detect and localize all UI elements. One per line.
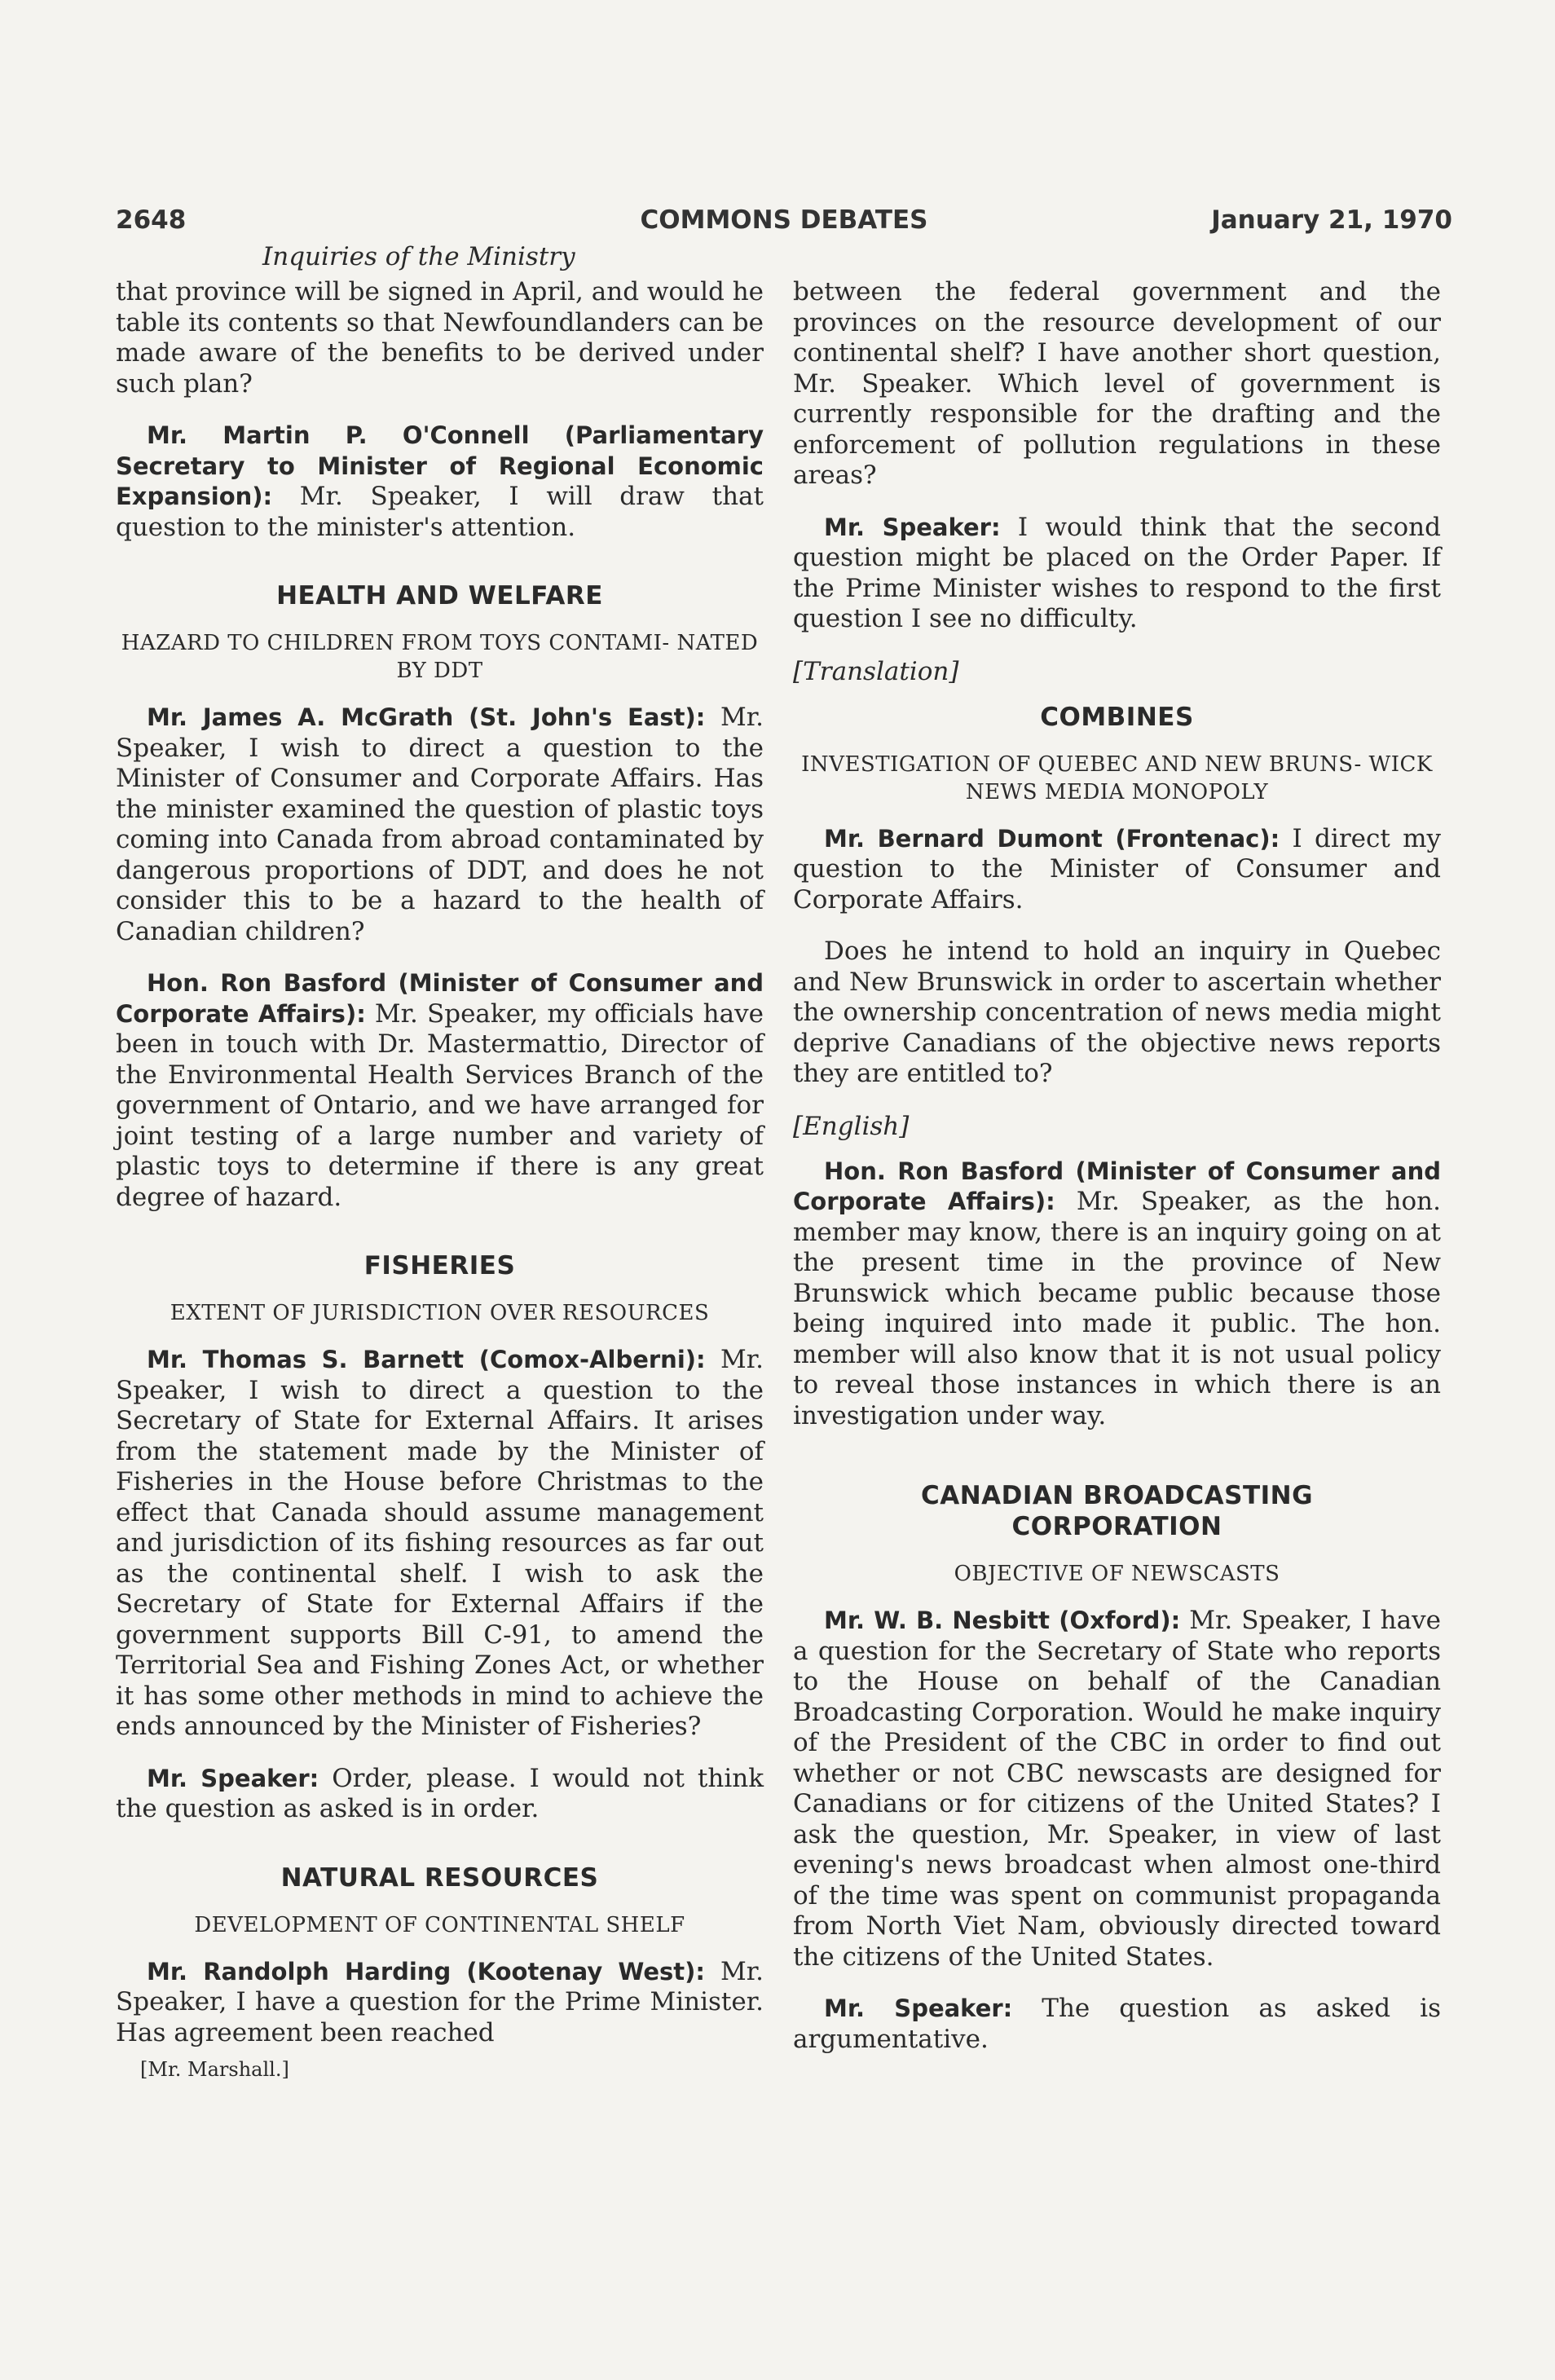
paragraph: Hon. Ron Basford (Minister of Consumer and Corporate Affairs): Mr. Speaker, as the hon. member may know, there is an inquiry going on at the present time in the province of New Brunswick which became public because those being inquired into made it public. The hon. member will also know that it is not usual policy to reveal those instances in which there is an investigation under way. bbox=[793, 1157, 1441, 1430]
section-heading: FISHERIES bbox=[363, 1251, 516, 1280]
subsection-heading: INVESTIGATION OF QUEBEC AND NEW BRUNS- WICK NEWS MEDIA MONOPOLY bbox=[801, 751, 1433, 804]
publication-date: January 21, 1970 bbox=[1211, 205, 1452, 235]
speaker-name: Mr. Martin P. O'Connell (Parliamentary Secretary to Minister of Regional Economic Expansion): bbox=[116, 421, 764, 510]
speaker-name: Mr. Speaker: bbox=[824, 1994, 1013, 2022]
paragraph: Mr. Thomas S. Barnett (Comox-Alberni): Mr. Speaker, I wish to direct a question to the Secretary of State for External Affairs. It arises from the statement made by the Minister of Fisheries in the House before Christmas to the effect that Canada should assume management and jurisdiction of its fishing resources as far out as the continental shelf. I wish to ask the Secretary of State for External Affairs if the government supports Bill C-91, to amend the Territorial Sea and Fishing Zones Act, or whether it has some other methods in mind to achieve the ends announced by the Minister of Fisheries? bbox=[116, 1345, 764, 1741]
paragraph: Mr. James A. McGrath (St. John's East): Mr. Speaker, I wish to direct a question to the Minister of Consumer and Corporate Affairs. Has the minister examined the question of plastic toys coming into Canada from abroad contaminated by dangerous proportions of DDT, and does he not consider this to be a hazard to the health of Canadian children? bbox=[116, 703, 764, 946]
speaker-name: Hon. Ron Basford (Minister of Consumer and Corporate Affairs): bbox=[116, 969, 764, 1028]
paragraph: Mr. Bernard Dumont (Frontenac): I direct my question to the Minister of Consumer and Corporate Affairs. bbox=[793, 823, 1441, 915]
subsection-heading: OBJECTIVE OF NEWSCASTS bbox=[954, 1562, 1280, 1586]
right-column bbox=[793, 241, 1441, 2076]
running-head: Inquiries of the Ministry bbox=[262, 242, 575, 271]
paragraph: Does he intend to hold an inquiry in Quebec and New Brunswick in order to ascertain whether the ownership concentration of news media might deprive Canadians of the objective news reports they are entitled to? bbox=[793, 937, 1441, 1088]
speaker-name: Mr. Thomas S. Barnett (Comox-Alberni): bbox=[147, 1346, 706, 1373]
language-marker: [English] bbox=[793, 1111, 910, 1141]
footnote: [Mr. Marshall.] bbox=[140, 2058, 289, 2081]
speaker-name: Mr. Speaker: bbox=[824, 513, 1001, 541]
document-page bbox=[116, 205, 1452, 2081]
language-marker: [Translation] bbox=[793, 656, 959, 686]
paragraph: between the federal government and the provinces on the resource development of our continental shelf? I have another short question, Mr. Speaker. Which level of government is currently responsible for the drafting and the enforcement of pollution regulations in these areas? bbox=[793, 277, 1441, 490]
paragraph: that province will be signed in April, and would he table its contents so that Newfoundlanders can be made aware of the benefits to be derived under such plan? bbox=[116, 277, 764, 399]
subsection-heading: DEVELOPMENT OF CONTINENTAL SHELF bbox=[194, 1912, 685, 1937]
speaker-name: Mr. W. B. Nesbitt (Oxford): bbox=[824, 1606, 1181, 1634]
paragraph: Mr. Speaker: The question as asked is argumentative. bbox=[793, 1994, 1441, 2054]
speaker-name: Mr. Bernard Dumont (Frontenac): bbox=[824, 824, 1280, 853]
section-heading: NATURAL RESOURCES bbox=[280, 1862, 599, 1893]
paragraph: Mr. Speaker: Order, please. I would not think the question as asked is in order. bbox=[116, 1763, 764, 1823]
page-header bbox=[116, 205, 1452, 241]
speaker-name: Mr. James A. McGrath (St. John's East): bbox=[147, 703, 706, 731]
paragraph: Mr. Martin P. O'Connell (Parliamentary Secretary to Minister of Regional Economic Expansion): Mr. Speaker, I will draw that question to the minister's attention. bbox=[116, 421, 764, 542]
left-column bbox=[116, 241, 764, 2081]
section-heading: CANADIAN BROADCASTING CORPORATION bbox=[920, 1481, 1314, 1541]
page-number: 2648 bbox=[116, 205, 187, 235]
subsection-heading: EXTENT OF JURISDICTION OVER RESOURCES bbox=[170, 1301, 710, 1325]
section-heading: COMBINES bbox=[1040, 702, 1194, 732]
speaker-name: Mr. Speaker: bbox=[147, 1764, 319, 1792]
subsection-heading: HAZARD TO CHILDREN FROM TOYS CONTAMI- NATED BY DDT bbox=[121, 631, 759, 683]
paragraph: Hon. Ron Basford (Minister of Consumer and Corporate Affairs): Mr. Speaker, my officials have been in touch with Dr. Mastermattio, Director of the Environmental Health Services Branch of the government of Ontario, and we have arranged for joint testing of a large number and variety of plastic toys to determine if there is any great degree of hazard. bbox=[116, 969, 764, 1212]
paragraph: Mr. Speaker: I would think that the second question might be placed on the Order Paper. If the Prime Minister wishes to respond to the first question I see no difficulty. bbox=[793, 512, 1441, 633]
publication-title: COMMONS DEBATES bbox=[640, 205, 928, 235]
speaker-name: Mr. Randolph Harding (Kootenay West): bbox=[147, 1957, 706, 1986]
speaker-name: Hon. Ron Basford (Minister of Consumer and Corporate Affairs): bbox=[793, 1157, 1441, 1215]
paragraph: Mr. W. B. Nesbitt (Oxford): Mr. Speaker, I have a question for the Secretary of State who reports to the House on behalf of the Canadian Broadcasting Corporation. Would he make inquiry of the President of the CBC in order to find out whether or not CBC newscasts are designed for Canadians or for citizens of the United States? I ask the question, Mr. Speaker, in view of last evening's news broadcast when almost one-third of the time was spent on communist propaganda from North Viet Nam, obviously directed toward the citizens of the United States. bbox=[793, 1606, 1441, 1972]
paragraph: Mr. Randolph Harding (Kootenay West): Mr. Speaker, I have a question for the Prime Minister. Has agreement been reached bbox=[116, 1956, 764, 2047]
section-heading: HEALTH AND WELFARE bbox=[276, 581, 603, 610]
